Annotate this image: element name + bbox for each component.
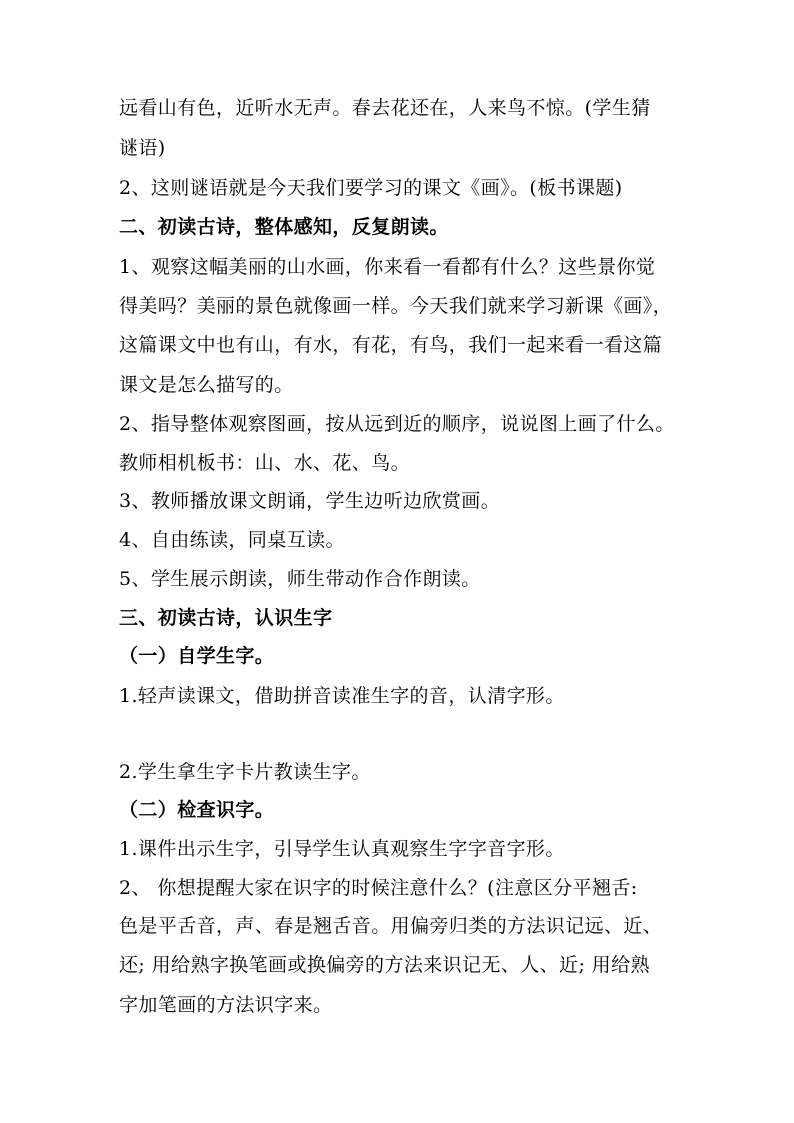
text-line: 得美吗？美丽的景色就像画一样。今天我们就来学习新课《画》，	[119, 295, 673, 317]
subsection-heading: （二）检查识字。	[119, 799, 275, 821]
text-line: 色是平舌音，声、春是翘舌音。用偏旁归类的方法识记远、近、	[119, 915, 663, 937]
text-line: 4、自由练读，同桌互读。	[119, 529, 345, 551]
text-line: 还; 用给熟字换笔画或换偏旁的方法来识记无、人、近; 用给熟	[119, 954, 650, 976]
text-line: 5、学生展示朗读，师生带动作合作朗读。	[119, 568, 481, 590]
subsection-heading: （一）自学生字。	[119, 645, 275, 667]
text-line: 课文是怎么描写的。	[119, 374, 294, 396]
text-line: 3、教师播放课文朗诵，学生边听边欣赏画。	[119, 490, 501, 512]
section-heading: 三、初读古诗，认识生字	[119, 607, 333, 629]
text-line: 1.轻声读课文，借助拼音读准生字的音，认清字形。	[119, 685, 565, 707]
text-line: 2.学生拿生字卡片教读生字。	[119, 761, 371, 783]
text-line: 教师相机板书：山、水、花、鸟。	[119, 452, 411, 474]
text-line: 2、 你想提醒大家在识字的时候注意什么？(注意区分平翘舌:	[119, 877, 638, 899]
text-line: 这篇课文中也有山，有水，有花，有鸟，我们一起来看一看这篇	[119, 334, 663, 356]
text-line: 1、观察这幅美丽的山水画，你来看一看都有什么？这些景你觉	[119, 256, 656, 278]
section-heading: 二、初读古诗，整体感知，反复朗读。	[119, 216, 449, 238]
text-line: 字加笔画的方法识字来。	[119, 994, 333, 1016]
text-line: 远看山有色，近听水无声。春去花还在，人来鸟不惊。(学生猜	[119, 97, 651, 119]
text-line: 谜语)	[119, 137, 166, 159]
text-line: 1.课件出示生字，引导学生认真观察生字字音字形。	[119, 838, 565, 860]
text-line: 2、这则谜语就是今天我们要学习的课文《画》。(板书课题)	[119, 177, 623, 199]
text-line: 2、指导整体观察图画，按从远到近的顺序，说说图上画了什么。	[119, 413, 675, 435]
